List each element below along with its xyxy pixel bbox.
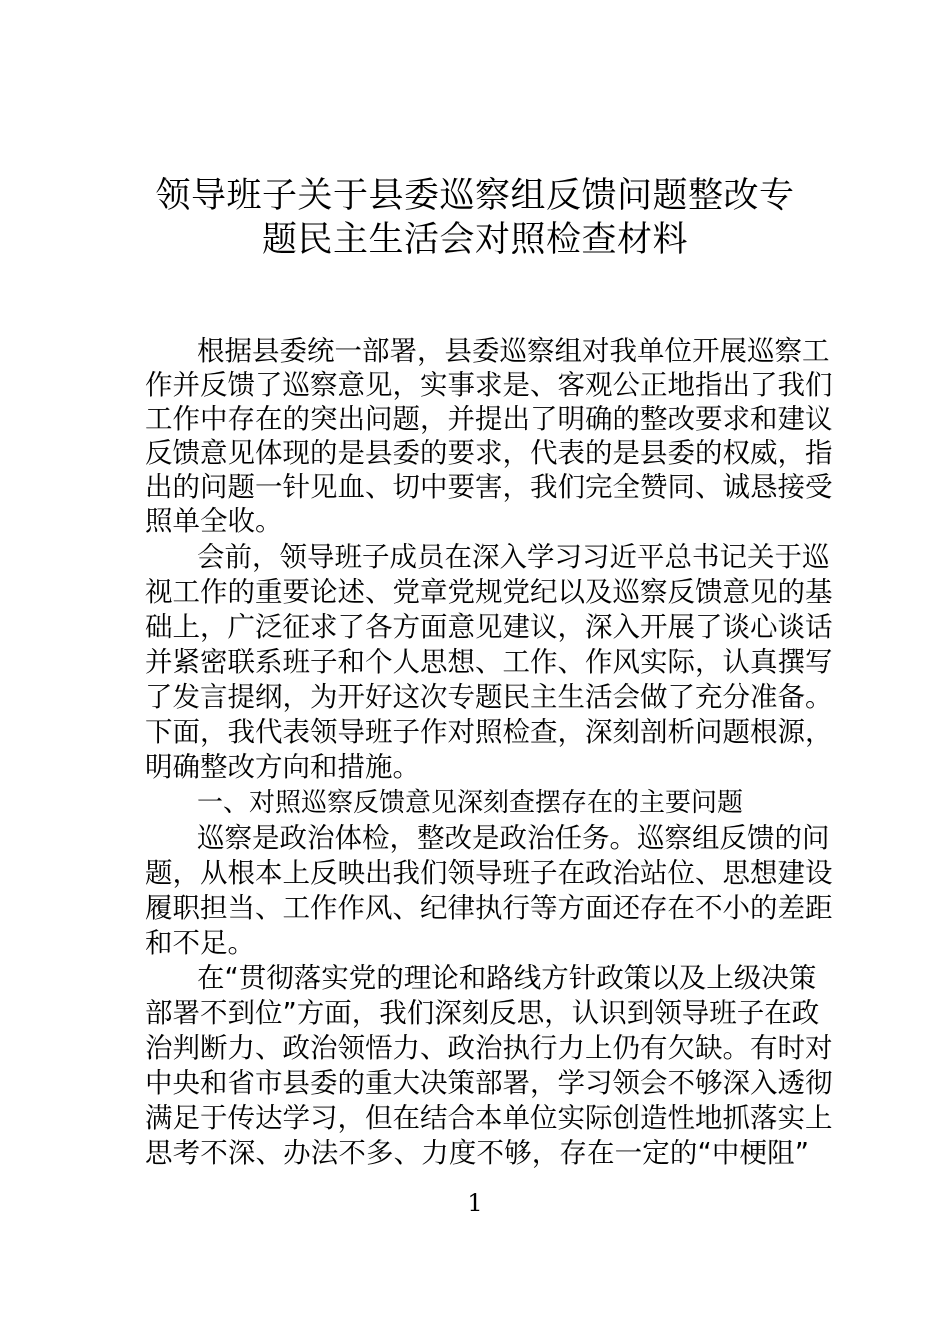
body-line: 视工作的重要论述、党章党规党纪以及巡察反馈意见的基 [145, 576, 833, 608]
body-line: 会前，领导班子成员在深入学习习近平总书记关于巡 [197, 541, 830, 573]
body-line: 思考不深、办法不多、力度不够，存在一定的“中梗阻” [145, 1137, 809, 1169]
body-line: 反馈意见体现的是县委的要求，代表的是县委的权威，指 [145, 437, 833, 469]
body-line: 出的问题一针见血、切中要害，我们完全赞同、诚恳接受 [145, 471, 833, 503]
page-number: 1 [467, 1189, 483, 1217]
body-line: 中央和省市县委的重大决策部署，学习领会不够深入透彻 [145, 1067, 833, 1099]
body-line: 明确整改方向和措施。 [145, 751, 420, 783]
body-line: 题，从根本上反映出我们领导班子在政治站位、思想建设 [145, 857, 833, 889]
body-line: 治判断力、政治领悟力、政治执行力上仍有欠缺。有时对 [145, 1032, 833, 1064]
body-line: 在“贯彻落实党的理论和路线方针政策以及上级决策 [197, 962, 817, 994]
document-title-line-1: 领导班子关于县委巡察组反馈问题整改专 [155, 176, 795, 216]
body-line: 作并反馈了巡察意见，实事求是、客观公正地指出了我们 [145, 369, 833, 401]
body-line: 下面，我代表领导班子作对照检查，深刻剖析问题根源， [145, 716, 833, 748]
body-line: 部署不到位”方面，我们深刻反思，认识到领导班子在政 [145, 997, 820, 1029]
body-line: 履职担当、工作作风、纪律执行等方面还存在不小的差距 [145, 892, 833, 924]
body-line: 巡察是政治体检，整改是政治任务。巡察组反馈的问 [197, 822, 830, 854]
body-line: 照单全收。 [145, 505, 283, 537]
body-line: 根据县委统一部署，县委巡察组对我单位开展巡察工 [197, 335, 830, 367]
document-title-line-2: 题民主生活会对照检查材料 [261, 220, 688, 260]
body-line: 并紧密联系班子和个人思想、工作、作风实际，认真撰写 [145, 646, 833, 678]
body-line: 工作中存在的突出问题，并提出了明确的整改要求和建议 [145, 403, 833, 435]
body-line: 础上，广泛征求了各方面意见建议，深入开展了谈心谈话 [145, 611, 833, 643]
section-heading: 一、对照巡察反馈意见深刻查摆存在的主要问题 [197, 788, 744, 818]
body-line: 满足于传达学习，但在结合本单位实际创造性地抓落实上 [145, 1102, 833, 1134]
body-line: 和不足。 [145, 927, 255, 959]
body-line: 了发言提纲，为开好这次专题民主生活会做了充分准备。 [145, 681, 833, 713]
